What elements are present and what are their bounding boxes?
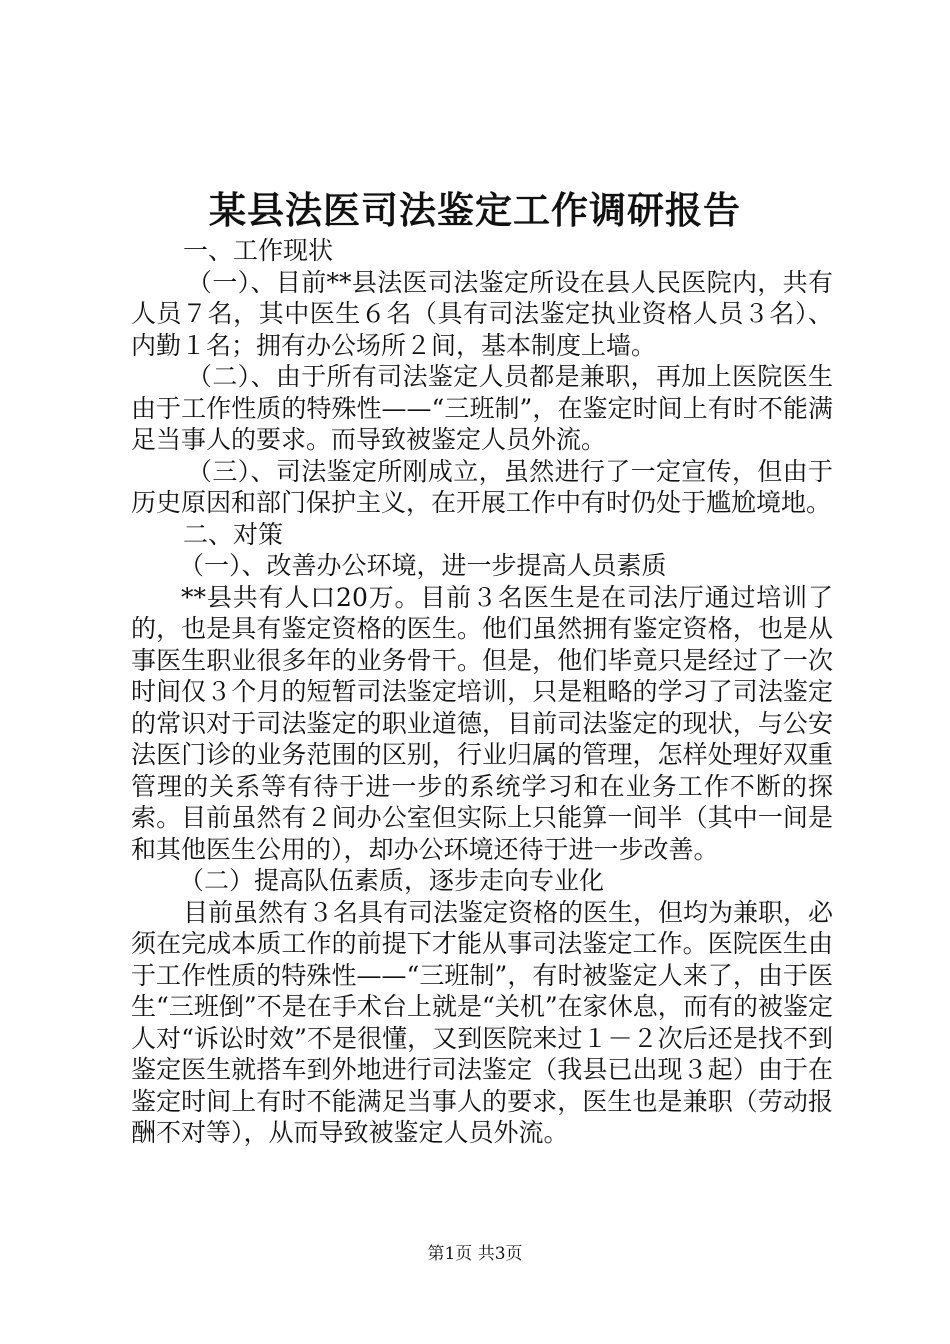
- document-title: 某县法医司法鉴定工作调研报告: [209, 188, 741, 232]
- section-heading-status: 一、工作现状: [183, 236, 334, 265]
- document-body: [131, 235, 833, 1149]
- paragraph-status-3: （三）、司法鉴定所刚成立，虽然进行了一定宣传，但由于历史原因和部门保护主义，在开展工作中有时仍处于尴尬境地。: [131, 456, 833, 517]
- paragraph-status-2: （二）、由于所有司法鉴定人员都是兼职，再加上医院医生由于工作性质的特殊性——“三班制”，在鉴定时间上有时不能满足当事人的要求。而导致被鉴定人员外流。: [131, 362, 833, 454]
- subheading-measure-1: （一）、改善办公环境，进一步提高人员素质: [179, 551, 667, 580]
- section-heading-measures: 二、对策: [183, 519, 284, 549]
- paragraph-measure-1: **县共有人口20万。目前３名医生是在司法厅通过培训了的，也是具有鉴定资格的医生。他们虽然拥有鉴定资格，也是从事医生职业很多年的业务骨干。但是，他们毕竟只是经过了一次时间仅３个月的短暂司法鉴定培训，只是粗略的学习了司法鉴定的常识对于司法鉴定的职业道德，目前司法鉴定的现状，与公安法医门诊的业务范围的区别，行业归属的管理，怎样处理好双重管理的关系等有待于进一步的系统学习和在业务工作不断的探索。目前虽然有２间办公室但实际上只能算一间半（其中一间是和其他医生公用的），却办公环境还待于进一步改善。: [131, 582, 833, 864]
- page-footer: 第1页 共3页: [427, 1244, 523, 1264]
- subheading-measure-2: （二）提高队伍素质，逐步走向专业化: [179, 866, 605, 895]
- paragraph-status-1: （一）、目前**县法医司法鉴定所设在县人民医院内，共有人员７名，其中医生６名（具有司法鉴定执业资格人员３名）、内勤１名；拥有办公场所２间，基本制度上墙。: [131, 267, 833, 360]
- paragraph-measure-2: 目前虽然有３名具有司法鉴定资格的医生，但均为兼职，必须在完成本质工作的前提下才能从事司法鉴定工作。医院医生由于工作性质的特殊性——“三班制”，有时被鉴定人来了，由于医生“三班倒”不是在手术台上就是“关机”在家休息，而有的被鉴定人对“诉讼时效”不是很懂，又到医院来过１－２次后还是找不到鉴定医生就搭车到外地进行司法鉴定（我县已出现３起）由于在鉴定时间上有时不能满足当事人的要求，医生也是兼职（劳动报酬不对等），从而导致被鉴定人员外流。: [131, 897, 834, 1147]
